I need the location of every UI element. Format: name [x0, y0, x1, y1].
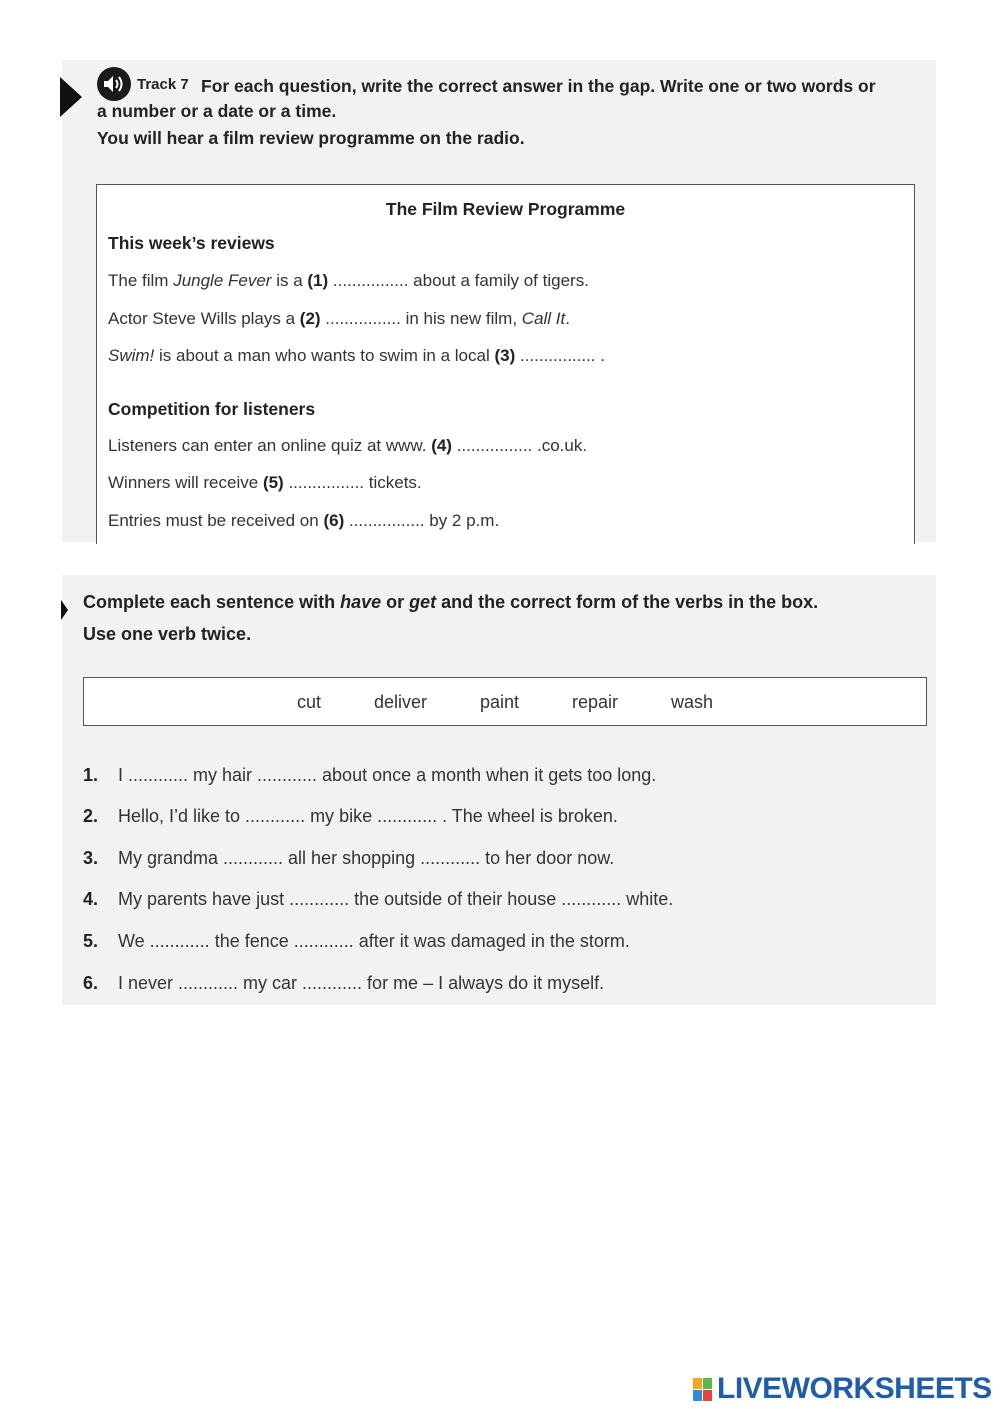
film-review-box — [96, 184, 915, 544]
verb-word: repair — [572, 692, 619, 712]
question-item: 6. I never ............ my car ............ for me – I always do it myself. — [83, 973, 605, 993]
exercise-arrow-icon — [60, 77, 82, 117]
box-title: The Film Review Programme — [385, 199, 626, 219]
exercise-arrow-icon — [61, 600, 68, 620]
gap-line-4: Listeners can enter an online quiz at www. (4) ................ .co.uk. — [108, 436, 588, 455]
verb-box — [83, 677, 927, 726]
question-item: 1. I ............ my hair ............ about once a month when it gets too long. — [83, 765, 657, 785]
audio-speaker-icon[interactable] — [97, 67, 131, 101]
question-item: 3. My grandma ............ all her shopping ............ to her door now. — [83, 848, 615, 868]
verb-word: cut — [297, 692, 322, 712]
question-item: 2. Hello, I’d like to ............ my bike ............ . The wheel is broken. — [83, 806, 618, 826]
verb-word: wash — [671, 692, 714, 712]
logo-text: LIVEWORKSHEETS — [717, 1372, 992, 1405]
verb-word: paint — [480, 692, 520, 712]
exercise-2-instruction: Complete each sentence with have or get and the correct form of the verbs in the box. Use one verb twice. — [83, 592, 819, 644]
exercise-1-subtitle: You will hear a film review programme on the radio. — [97, 128, 525, 148]
reviews-heading: This week’s reviews — [108, 233, 275, 253]
gap-line-5: Winners will receive (5) ................ tickets. — [108, 473, 422, 492]
logo-mark-icon — [693, 1378, 713, 1402]
exercise-1-instruction: For each question, write the correct answer in the gap. Write one or two words or a number or a date or a time. — [97, 76, 876, 121]
question-item: 5. We ............ the fence ............ after it was damaged in the storm. — [83, 931, 630, 951]
gap-line-3: Swim! is about a man who wants to swim in a local (3) ................ . — [108, 346, 605, 365]
competition-heading: Competition for listeners — [108, 399, 316, 419]
gap-line-6: Entries must be received on (6) ................ by 2 p.m. — [108, 511, 500, 530]
gap-line-2: Actor Steve Wills plays a (2) ................ in his new film, Call It. — [108, 309, 570, 328]
question-item: 4. My parents have just ............ the outside of their house ............ white. — [83, 889, 674, 909]
verb-word: deliver — [374, 692, 428, 712]
gap-line-1: The film Jungle Fever is a (1) ................ about a family of tigers. — [108, 271, 589, 290]
track-label: Track 7 — [137, 76, 189, 93]
